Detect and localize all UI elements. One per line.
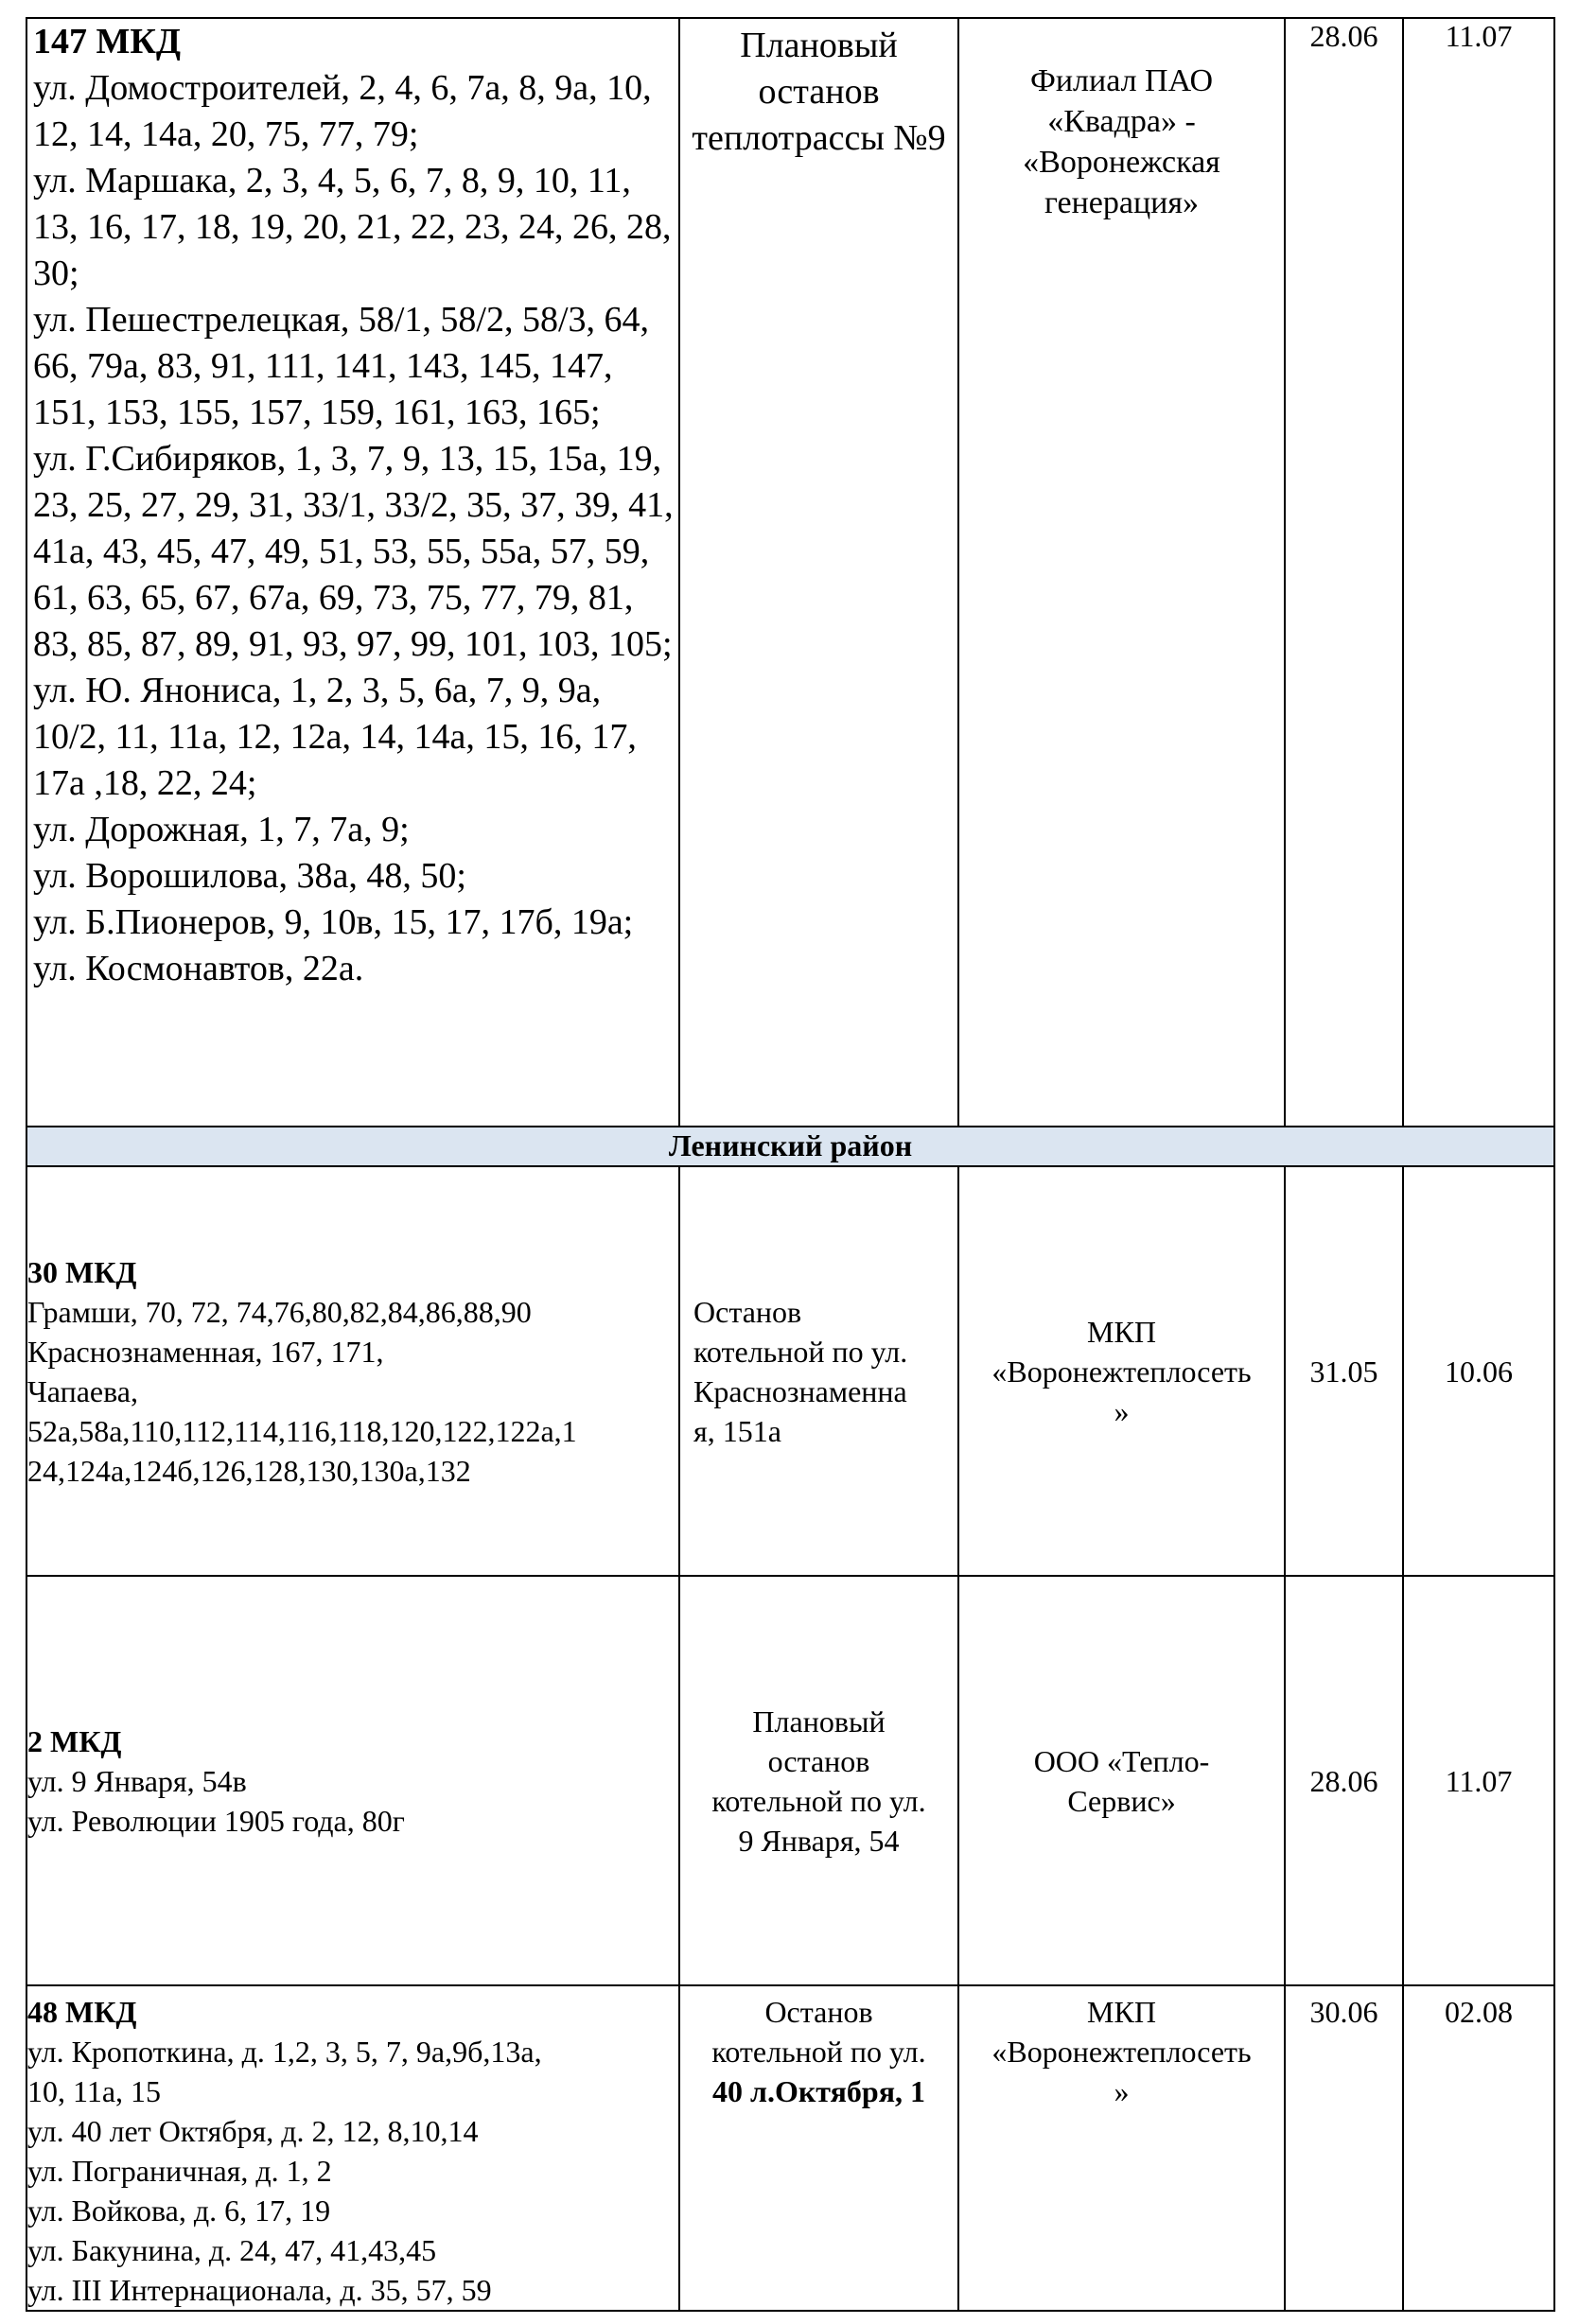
address-line: ул. Войкова, д. 6, 17, 19 [27,2193,331,2228]
start-date-cell: 30.06 [1285,1985,1403,2311]
reason-cell [679,1985,958,2311]
district-header-row [26,1127,1554,1166]
address-line: 24,124а,124б,126,128,130,130а,132 [27,1453,471,1488]
reason-cell [679,1166,958,1576]
address-line: ул. Бакунина, д. 24, 47, 41,43,45 [27,2233,437,2267]
reason-line: Останов [764,1995,873,2029]
addresses-cell [26,1985,679,2311]
org-line: «Воронежтеплосеть [991,2035,1252,2069]
address-line: ул. Ворошилова, 38а, 48, 50; [33,856,466,896]
reason-line: котельной по ул. [711,1783,926,1818]
reason-cell: Плановый останов теплотрассы №9 [679,18,958,1127]
address-line: ул. III Интернационала, д. 35, 57, 59 [27,2273,492,2307]
address-line: 52а,58а,110,112,114,116,118,120,122,122а,1 [27,1413,577,1448]
address-line: Грамши, 70, 72, 74,76,80,82,84,86,88,90 [27,1294,532,1329]
organization-cell [958,1576,1285,1985]
address-line: ул. 9 Января, 54в [27,1763,247,1798]
org-line: » [1114,1393,1130,1428]
table-row [26,18,1554,1127]
reason-line: Останов [693,1294,802,1329]
reason-line: я, 151а [693,1413,781,1448]
addresses-cell [26,18,679,1127]
org-line: ООО «Тепло- [1033,1743,1210,1778]
address-line: ул. Кропоткина, д. 1,2, 3, 5, 7, 9а,9б,13а, [27,2035,542,2069]
end-date-cell: 11.07 [1403,18,1554,1127]
building-count: 48 МКД [27,1995,137,2029]
table-row [26,1166,1554,1576]
address-line: ул. Пограничная, д. 1, 2 [27,2154,332,2188]
organization-cell [958,1985,1285,2311]
address-line: ул. Домостроителей, 2, 4, 6, 7а, 8, 9а, 10, 12, 14, 14а, 20, 75, 77, 79; [33,68,652,154]
address-line: ул. 40 лет Октября, д. 2, 12, 8,10,14 [27,2114,479,2148]
addresses-cell [26,1166,679,1576]
org-line: Сервис» [1067,1783,1176,1818]
start-date-cell: 31.05 [1285,1166,1403,1576]
start-date-cell: 28.06 [1285,1576,1403,1985]
org-line: МКП [1087,1995,1156,2029]
reason-line: 40 л.Октября, 1 [712,2074,925,2108]
building-count: 30 МКД [27,1254,137,1289]
reason-line: котельной по ул. [693,1334,908,1369]
organization-cell [958,1166,1285,1576]
building-count: 2 МКД [27,1723,122,1758]
address-line: ул. Пешестрелецкая, 58/1, 58/2, 58/3, 64, 66, 79а, 83, 91, 111, 141, 143, 145, 147, 151, 153, 155, 157, 159, 161, 163, 165; [33,300,650,432]
address-line: 10, 11а, 15 [27,2074,162,2108]
org-line: «Воронежтеплосеть [991,1354,1252,1389]
end-date-cell: 02.08 [1403,1985,1554,2311]
address-line: ул. Революции 1905 года, 80г [27,1803,405,1838]
end-date-cell: 11.07 [1403,1576,1554,1985]
reason-cell [679,1576,958,1985]
table-row [26,1985,1554,2311]
org-line: » [1114,2074,1130,2108]
reason-line: останов [767,1743,870,1778]
organization-cell: Филиал ПАО «Квадра» - «Воронежская генерация» [958,18,1285,1127]
end-date-cell: 10.06 [1403,1166,1554,1576]
reason-line: Краснознаменна [693,1373,907,1408]
address-line: ул. Г.Сибиряков, 1, 3, 7, 9, 13, 15, 15а, 19, 23, 25, 27, 29, 31, 33/1, 33/2, 35, 37, 39, 41, 41а, 43, 45, 47, 49, 51, 53, 55, 55а, 57, 59, 61, 63, 65, 67, 67а, 69, 73, 75, 77, 79, 81, 83, 85, 87, 89, 91, 93, 97, 99, 101, 103, 105; [33,439,674,664]
address-line: ул. Космонавтов, 22а. [33,949,364,988]
district-name: Ленинский район [26,1127,1554,1166]
address-line: Краснознаменная, 167, 171, [27,1334,384,1369]
address-line: ул. Б.Пионеров, 9, 10в, 15, 17, 17б, 19а; [33,902,634,942]
reason-line: котельной по ул. [711,2035,926,2069]
addresses-cell [26,1576,679,1985]
address-line: Чапаева, [27,1373,138,1408]
reason-line: 9 Января, 54 [738,1823,900,1858]
building-count: 147 МКД [33,22,182,61]
reason-line: Плановый [752,1704,886,1739]
start-date-cell: 28.06 [1285,18,1403,1127]
outage-schedule-table [26,17,1555,2312]
address-line: ул. Дорожная, 1, 7, 7а, 9; [33,810,410,849]
org-line: МКП [1087,1314,1156,1349]
table-row [26,1576,1554,1985]
address-line: ул. Ю. Янониса, 1, 2, 3, 5, 6а, 7, 9, 9а, 10/2, 11, 11а, 12, 12а, 14, 14а, 15, 16, 17, 17а ,18, 22, 24; [33,671,637,803]
address-line: ул. Маршака, 2, 3, 4, 5, 6, 7, 8, 9, 10, 11, 13, 16, 17, 18, 19, 20, 21, 22, 23, 24, 26, 28, 30; [33,161,672,293]
